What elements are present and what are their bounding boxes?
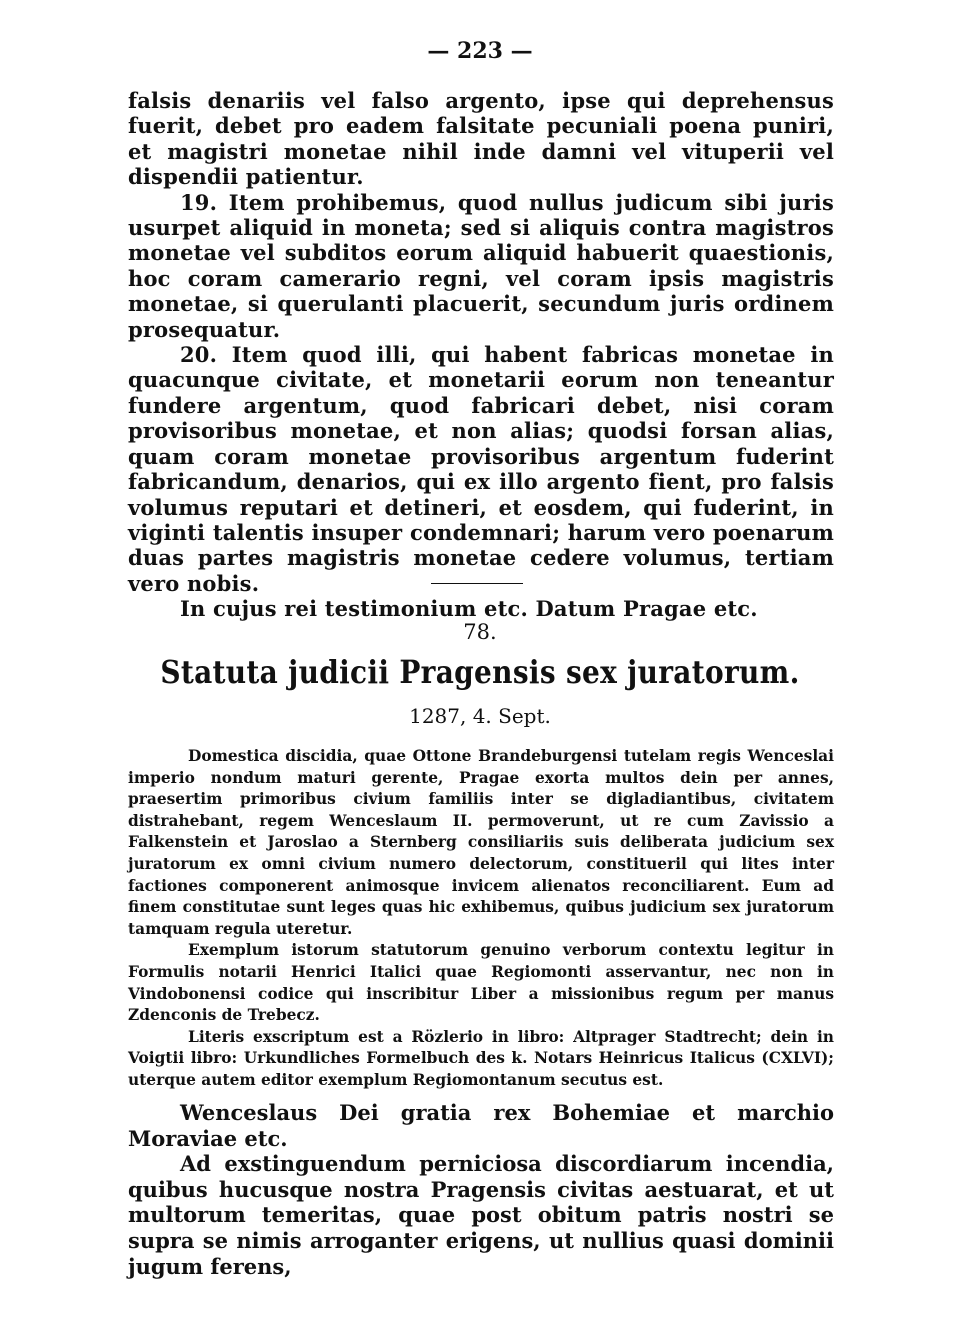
document-number: 78. — [463, 620, 497, 644]
editorial-introduction — [128, 746, 834, 1092]
charter-intitulatio: Wenceslaus Dei gratia rex Bohemiae et marchio Moraviae etc. — [128, 1100, 834, 1151]
paragraph-20: 20. Item quod illi, qui habent fabricas monetae in quacunque civitate, et monetarii eorum non teneantur fundere argentum, quod fabricari debet, nisi coram provisoribus monetae, et non alias; quodsi forsan alias, quam coram monetae provisoribus argentum fuderint fabricandum, denarios, qui ex illo argento fient, pro falsis volumus reputari et detineri, et eosdem, qui fuderint, in viginti talentis insuper condemnari; harum vero poenarum duas partes magistris monetae cedere volumus, tertiam vero nobis. — [128, 342, 834, 596]
section-divider — [431, 583, 523, 584]
charter-paragraph: Ad exstinguendum perniciosa discordiarum incendia, quibus hucusque nostra Pragensis civitas aestuarat, et ut multorum temeritas, quae post obitum patris nostri se supra se nimis arroganter erigens, ut nullius quasi dominii jugum ferens, — [128, 1151, 834, 1279]
intro-paragraph: Exemplum istorum statutorum genuino verborum contextu legitur in Formulis notarii Henrici Italici quae Regiomonti asservantur, nec non in Vindobonensi codice qui inscribitur Liber a missionibus regum per manus Zdenconis de Trebecz. — [128, 941, 834, 1025]
document-date: 1287, 4. Sept. — [409, 704, 551, 728]
paragraph: falsis denariis vel falso argento, ipse qui deprehensus fuerit, debet pro eadem falsitate pecuniali poena puniri, et magistri monetae nihil inde damni vel vituperii vel dispendii patientur. — [128, 88, 834, 190]
closing-formula: In cujus rei testimonium etc. Datum Pragae etc. — [180, 596, 758, 622]
charter-text — [128, 1100, 834, 1279]
page-number: — 223 — — [427, 38, 533, 64]
document-title: Statuta judicii Pragensis sex juratorum. — [160, 654, 800, 691]
statute-text — [128, 88, 834, 622]
paragraph-19: 19. Item prohibemus, quod nullus judicum sibi juris usurpet aliquid in moneta; sed si aliquis contra magistros monetae vel subditos eorum aliquid habuerit quaestionis, hoc coram camerario regni, vel coram ipsis magistris monetae, si querulanti placuerit, secundum juris ordinem prosequatur. — [128, 189, 834, 342]
intro-paragraph: Literis exscriptum est a Rözlerio in libro: Altprager Stadtrecht; dein in Voigtii libro: Urkundliches Formelbuch des k. Notars Heinricus Italicus (CXLVI); uterque autem editor exemplum Regiomontanum secutus est. — [128, 1027, 834, 1089]
intro-paragraph: Domestica discidia, quae Ottone Brandeburgensi tutelam regis Wenceslai imperio nondum maturi gerente, Pragae exorta multos dein per annes, praesertim primoribus civium familiis inter se digladiantibus, civitatem distrahebant, regem Wenceslaum II. permoverunt, ut re cum Zavissio a Falkenstein et Jaroslao a Sternberg consiliariis suis deliberata judicium sex juratorum ex omni civium numero delectorum, constitueril qui lites inter factiones componerent animosque invicem alienatos reconciliarent. Eum ad finem constitutae sunt leges quas hic exhibemus, quibus judicium sex juratorum tamquam regula uteretur. — [128, 747, 834, 938]
